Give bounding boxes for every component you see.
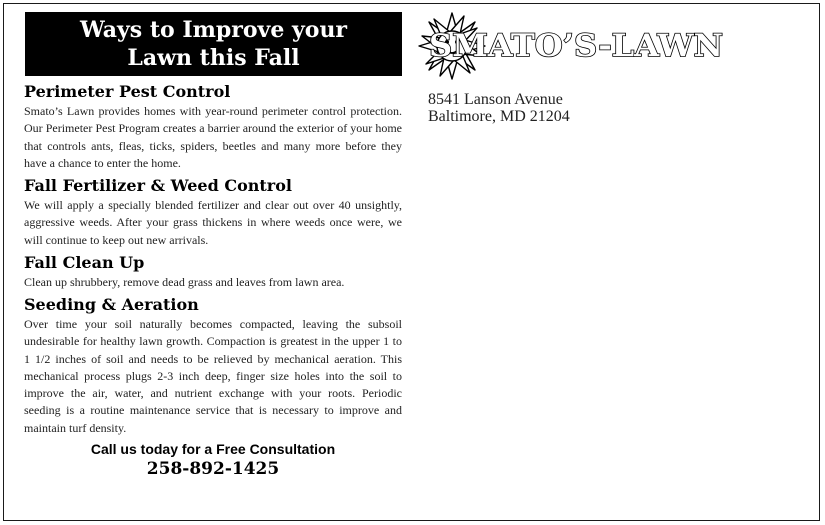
logo-text: SMATO’S-LAWN	[429, 28, 723, 64]
section-body-fertilizer: We will apply a specially blended fertilizer and clear out over 40 unsightly, aggressive weeds. After your grass thickens in where weeds once were, we will continue to keep out new arrivals.	[24, 198, 402, 247]
banner-title-line-2: Lawn this Fall	[127, 45, 300, 71]
phone-number: 258-892-1425	[146, 459, 280, 479]
title-banner	[25, 12, 402, 76]
section-body-clean-up: Clean up shrubbery, remove dead grass and leaves from lawn area.	[24, 275, 345, 289]
section-heading-seeding: Seeding & Aeration	[24, 295, 199, 314]
mailing-address	[428, 91, 570, 125]
address-line-2: Baltimore, MD 21204	[428, 108, 570, 125]
section-body-seeding: Over time your soil naturally becomes compacted, leaving the subsoil undesirable for healthy lawn growth. Compaction is greatest in the upper 1 to 1 1/2 inches of soil and needs to be relieved by mechanical aeration. This mechanical process plugs 2-3 inch deep, finger size holes into the soil to improve the air, water, and nutrient exchange with your roots. Periodic seeding is a routine maintenance service that is necessary to improve and maintain turf density.	[24, 317, 402, 435]
section-heading-fertilizer: Fall Fertilizer & Weed Control	[24, 176, 292, 195]
company-logo	[405, 10, 727, 80]
address-line-1: 8541 Lanson Avenue	[428, 91, 563, 108]
banner-title-line-1: Ways to Improve your	[79, 17, 348, 43]
section-heading-clean-up: Fall Clean Up	[24, 253, 145, 272]
section-heading-pest-control: Perimeter Pest Control	[24, 82, 231, 101]
section-body-pest-control: Smato’s Lawn provides homes with year-round perimeter control protection. Our Perimeter Pest Program creates a barrier around the exterior of your home that controls ants, fleas, ticks, spiders, beetles and many more before they have a chance to enter the home.	[24, 104, 402, 170]
call-to-action: Call us today for a Free Consultation	[90, 441, 336, 457]
